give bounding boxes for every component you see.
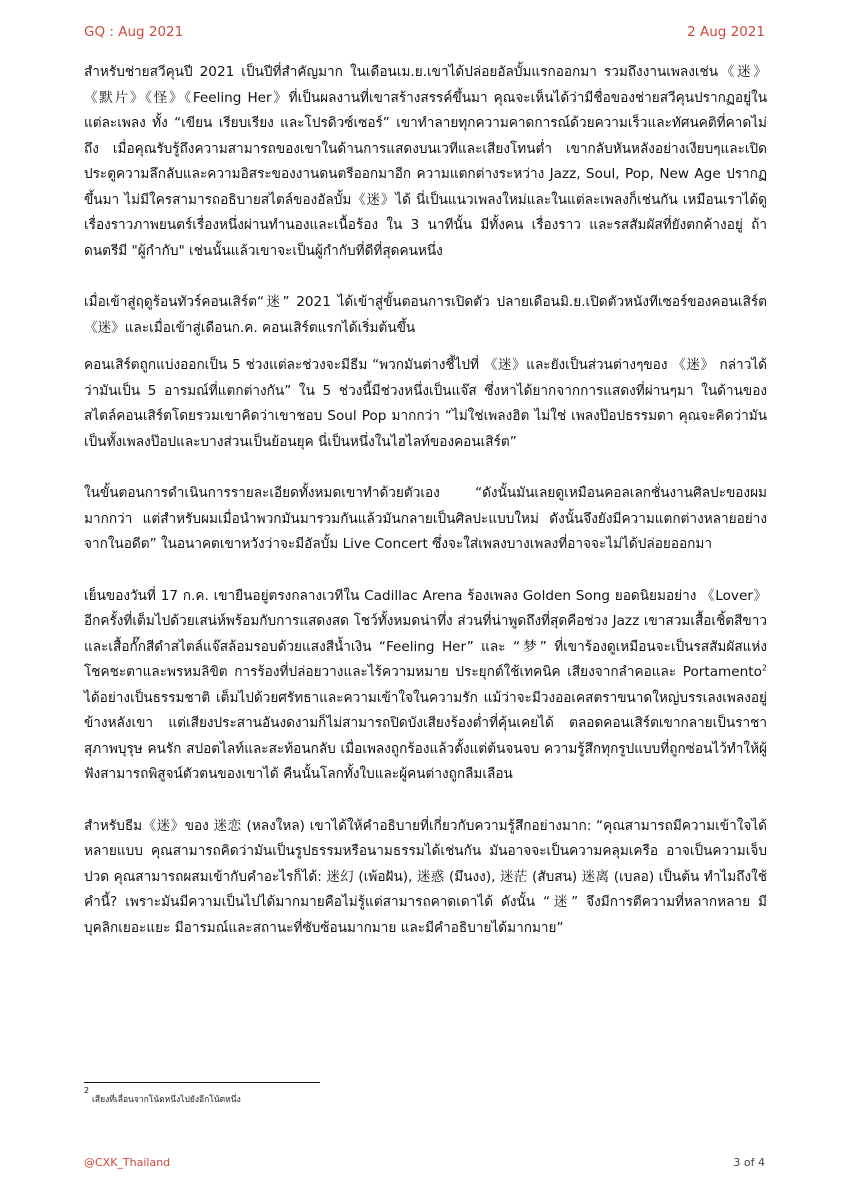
paragraph-6: สำหรับธีม《迷》ของ 迷恋 (หลงใหล) เขาได้ให้คำอธิบายที่เกี่ยวกับความรู้สึกอย่างมาก: “คุณสามารถมีความเข้าใจได้หลายแบบ คุณสามารถคิดว่ามันเป็นรูปธรรมหรือนามธรรมได้เช่นกัน มันอาจจะเป็นความคลุมเครือ อาจเป็นความเจ็บปวด คุณสามารถผสมเข้ากับคำอะไรก็ได้: 迷幻 (เพ้อฝัน), 迷惑 (มึนงง), 迷茫 (สับสน) 迷离 (เบลอ) เป็นต้น ทำไมถึงใช้คำนี้? เพราะมันมีความเป็นไปได้มากมายคือไม่รู้แต่สามารถคาดเดาได้ ดังนั้น “迷” จึงมีการตีความที่หลากหลาย มีบุคลิกเยอะแยะ มีอารมณ์และสถานะที่ซับซ้อนมากมาย และมีคำอธิบายได้มากมาย”	[84, 817, 767, 936]
paragraph-1: สำหรับช่ายสวีคุนปี 2021 เป็นปีที่สำคัญมาก ในเดือนเม.ย.เขาได้ปล่อยอัลบั้มแรกออกมา รวมถึงงานเพลงเช่น《迷》《默片》《怪》《Feeling Her》ที่เป็นผลงานที่เขาสร้างสรรค์ขึ้นมา คุณจะเห็นได้ว่ามีชื่อของช่ายสวีคุนปรากฏอยู่ในแต่ละเพลง ทั้ง “เขียน เรียบเรียง และโปรดิวซ์เซอร์” เขาทำลายทุกความคาดการณ์ด้วยความเร็วและทัศนคติที่คาดไม่ถึง เมื่อคุณรับรู้ถึงความสามารถของเขาในด้านการแสดงบนเวทีและเสียงโทนต่ำ เขากลับหันหลังอย่างเงียบๆและเปิดประตูความลึกลับและความอิสระของงานดนตรีออกมาอีก ความแตกต่างระหว่าง Jazz, Soul, Pop, New Age ปรากฏขึ้นมา ไม่มีใครสามารถอธิบายสไตล์ของอัลบั้ม《迷》ได้ นี่เป็นแนวเพลงใหม่และในแต่ละเพลงก็เช่นกัน เหมือนเราได้ดูเรื่องราวภาพยนตร์เรื่องหนึ่งผ่านทำนองและเนื้อร้อง ใน 3 นาทีนั้น มีทั้งคน เรื่องราว และรสสัมผัสที่ยังตกค้างอยู่ ถ้าดนตรีมี "ผู้กำกับ" เช่นนั้นแล้วเขาจะเป็นผู้กำกับที่ดีที่สุดคนหนึ่ง	[84, 64, 767, 259]
paragraph-2: เมื่อเข้าสู่ฤดูร้อนทัวร์คอนเสิร์ต“迷” 2021 ได้เข้าสู่ขั้นตอนการเปิดตัว ปลายเดือนมิ.ย.เปิดตัวหนังทีเซอร์ของคอนเสิร์ต《迷》และเมื่อเข้าสู่เดือนก.ค. คอนเสิร์ตแรกได้เริ่มต้นขึ้น	[84, 294, 767, 336]
paragraph-3: คอนเสิร์ตถูกแบ่งออกเป็น 5 ช่วงแต่ละช่วงจะมีธีม “พวกมันต่างชี้ไปที่ 《迷》และยังเป็นส่วนต่างๆของ 《迷》 กล่าวได้ว่ามันเป็น 5 อารมณ์ที่แตกต่างกัน” ใน 5 ช่วงนี้มีช่วงหนึ่งเป็นแจ๊ส ซึ่งหาได้ยากจากการแสดงที่ผ่านๆมา ในด้านของสไตล์คอนเสิร์ตโดยรวมเขาคิดว่าเขาชอบ Soul Pop มากกว่า “ไม่ใช่เพลงฮิต ไม่ใช่ เพลงป๊อปธรรมดา คุณจะคิดว่ามันเป็นทั้งเพลงป๊อปและบางส่วนเป็นย้อนยุค นี่เป็นหนึ่งในไฮไลท์ของคอนเสิร์ต”	[84, 357, 767, 450]
paragraph-5	[84, 584, 767, 788]
footnote-text: เสียงที่เลื่อนจากโน้ตหนึ่งไปยังอีกโน้ตหนึ่ง	[92, 1095, 241, 1105]
paragraph-5-text: เย็นของวันที่ 17 ก.ค. เขายืนอยู่ตรงกลางเวทีใน Cadillac Arena ร้องเพลง Golden Song ยอดนิยมอย่าง 《Lover》 อีกครั้งที่เต็มไปด้วยเสน่ห์พร้อมกับการแสดงสด โชว์ทั้งหมดน่าทึ่ง ส่วนที่น่าพูดถึงที่สุดคือช่วง Jazz เขาสวมเสื้อเชิ้ตสีขาวและเสื้อกั๊กสีดำสไตล์แจ๊สล้อมรอบด้วยแสงสีน้ำเงิน “Feeling Her” และ “梦” ที่เขาร้องดูเหมือนจะเป็นรสสัมผัสแห่งโชคชะตาและพรหมลิขิต การร้องที่ปล่อยวางและไร้ความหมาย ประยุกต์ใช้เทคนิค เสียงจากลำคอและ Portamento	[84, 587, 767, 680]
footnote-divider	[84, 1082, 320, 1083]
footnote-number: 2	[84, 1086, 90, 1095]
paragraph-4: ในขั้นตอนการดำเนินการรายละเอียดทั้งหมดเขาทำด้วยตัวเอง “ดังนั้นมันเลยดูเหมือนคอลเลกชั่นงานศิลปะของผมมากกว่า แต่สำหรับผมเมื่อนำพวกมันมารวมกันแล้วมันกลายเป็นศิลปะแบบใหม่ ดังนั้นจึงยังมีความแตกต่างหลายอย่างจากในอดีต” ในอนาคตเขาหวังว่าจะมีอัลบั้ม Live Concert ซึ่งจะใส่เพลงบางเพลงที่อาจจะไม่ได้ปล่อยออกมา	[84, 485, 767, 552]
page-number: 3 of 4	[733, 1156, 765, 1169]
header-source: GQ : Aug 2021	[84, 24, 184, 40]
header-date: 2 Aug 2021	[687, 24, 765, 40]
footnote-ref: 2	[761, 663, 767, 673]
footer-account: @CXK_Thailand	[84, 1156, 171, 1169]
paragraph-5-tail: ได้อย่างเป็นธรรมชาติ เต็มไปด้วยศรัทธาและความเข้าใจในความรัก แม้ว่าจะมีวงออเคสตราขนาดใหญ่บรรเลงเพลงอยู่ข้างหลังเขา แต่เสียงประสานอันงดงามก็ไม่สามารถปิดบังเสียงร้องต่ำที่คุ้นเคยได้ ตลอดคอนเสิร์ตเขากลายเป็นราชา สุภาพบุรุษ คนรัก สปอตไลท์และสะท้อนกลับ เมื่อเพลงถูกร้องแล้วตั้งแต่ต้นจนจบ ความรู้สึกทุกรูปแบบที่ถูกซ่อนไว้ทำให้ผู้ฟังสามารถพิสูจน์ตัวตนของเขาได้ คืนนั้นโลกทั้งใบและผู้คนต่างถูกลืมเลือน	[84, 689, 767, 782]
article-body	[84, 60, 767, 953]
